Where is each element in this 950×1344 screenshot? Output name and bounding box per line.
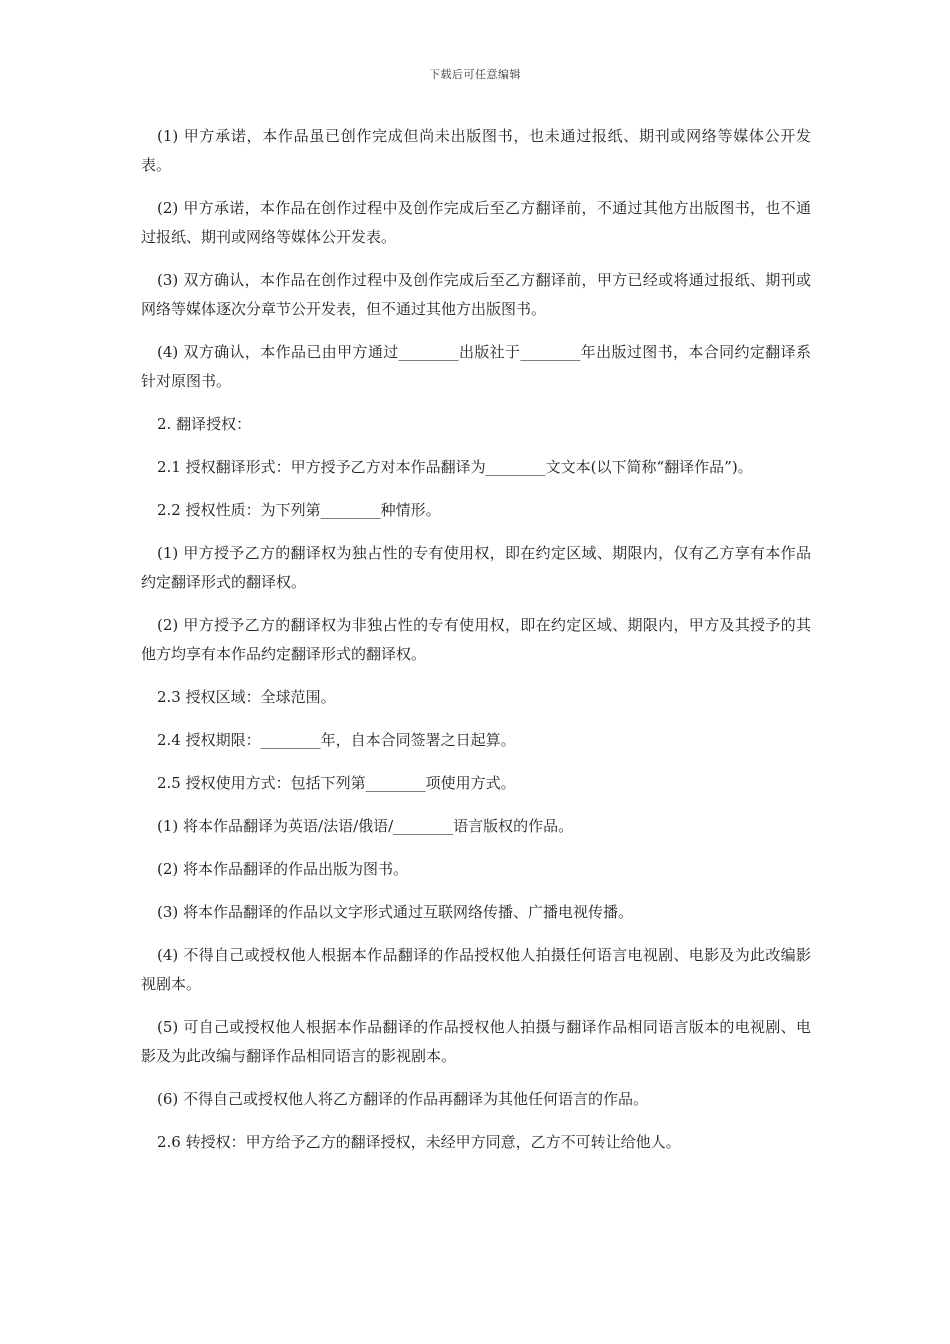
page-header: 下载后可任意编辑: [429, 68, 521, 81]
clause-2-1: 2.1 授权翻译形式：甲方授予乙方对本作品翻译为________文文本(以下简称“翻译作品”)。: [157, 458, 753, 476]
clause-2-5-item-6: (6) 不得自己或授权他人将乙方翻译的作品再翻译为其他任何语言的作品。: [157, 1090, 649, 1108]
clause-2-2: 2.2 授权性质：为下列第________种情形。: [157, 501, 441, 519]
clause-2-5-item-2: (2) 将本作品翻译的作品出版为图书。: [157, 860, 409, 878]
clause-2-3: 2.3 授权区域：全球范围。: [157, 688, 336, 706]
clause-2-2-option-2: (2) 甲方授予乙方的翻译权为非独占性的专有使用权，即在约定区域、期限内，甲方及其授予的其他方均享有本作品约定翻译形式的翻译权。: [141, 616, 811, 663]
clause-2-5-item-3: (3) 将本作品翻译的作品以文字形式通过互联网络传播、广播电视传播。: [157, 903, 634, 921]
document-body: [141, 122, 811, 1171]
clause-2-2-option-1: (1) 甲方授予乙方的翻译权为独占性的专有使用权，即在约定区域、期限内，仅有乙方享有本作品约定翻译形式的翻译权。: [141, 544, 811, 591]
section-2-heading: 2. 翻译授权：: [157, 415, 252, 433]
clause-2-6: 2.6 转授权：甲方给予乙方的翻译授权，未经甲方同意，乙方不可转让给他人。: [157, 1133, 681, 1151]
clause-2-5-item-1: (1) 将本作品翻译为英语/法语/俄语/________语言版权的作品。: [157, 817, 574, 835]
clause-2-5: 2.5 授权使用方式：包括下列第________项使用方式。: [157, 774, 516, 792]
clause-1-1: (1) 甲方承诺，本作品虽已创作完成但尚未出版图书，也未通过报纸、期刊或网络等媒体公开发表。: [141, 127, 811, 174]
clause-1-4: (4) 双方确认，本作品已由甲方通过________出版社于________年出版过图书，本合同约定翻译系针对原图书。: [141, 343, 811, 390]
clause-2-4: 2.4 授权期限：________年，自本合同签署之日起算。: [157, 731, 516, 749]
clause-2-5-item-4: (4) 不得自己或授权他人根据本作品翻译的作品授权他人拍摄任何语言电视剧、电影及为此改编影视剧本。: [141, 946, 811, 993]
clause-2-5-item-5: (5) 可自己或授权他人根据本作品翻译的作品授权他人拍摄与翻译作品相同语言版本的电视剧、电影及为此改编与翻译作品相同语言的影视剧本。: [141, 1018, 811, 1065]
clause-1-3: (3) 双方确认，本作品在创作过程中及创作完成后至乙方翻译前，甲方已经或将通过报纸、期刊或网络等媒体逐次分章节公开发表，但不通过其他方出版图书。: [141, 271, 811, 318]
clause-1-2: (2) 甲方承诺，本作品在创作过程中及创作完成后至乙方翻译前，不通过其他方出版图书，也不通过报纸、期刊或网络等媒体公开发表。: [141, 199, 811, 246]
